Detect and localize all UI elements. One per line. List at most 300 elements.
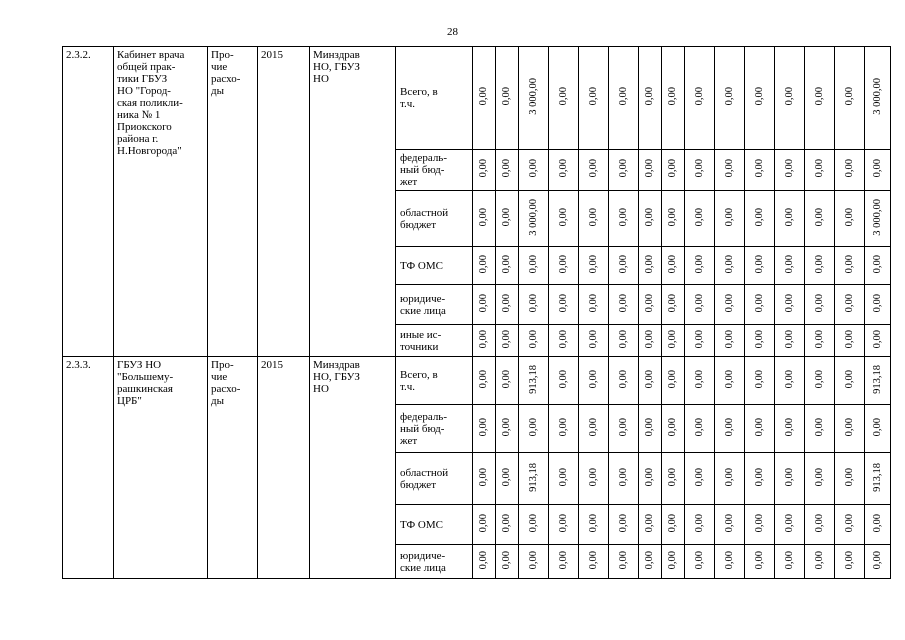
amount-value: 0,00 — [813, 369, 825, 389]
amount-cell — [662, 150, 685, 191]
amount-value: 0,00 — [843, 87, 855, 106]
amount-cell — [745, 150, 775, 191]
amount-cell — [662, 505, 685, 545]
amount-cell — [473, 545, 496, 579]
amount-cell — [715, 285, 745, 325]
amount-value: 0,00 — [753, 159, 765, 178]
funding-source-label: Всего, в т.ч. — [396, 357, 473, 405]
amount-value: 0,00 — [753, 369, 765, 389]
funding-source-label: ТФ ОМС — [396, 505, 473, 545]
amount-cell — [549, 150, 579, 191]
amount-value: 0,00 — [753, 513, 765, 533]
amount-value: 0,00 — [478, 550, 489, 570]
funding-source-label: федераль- ный бюд- жет — [396, 150, 473, 191]
amount-cell — [579, 47, 609, 150]
amount-cell — [865, 191, 891, 247]
amount-cell — [609, 150, 639, 191]
amount-value: 0,00 — [871, 159, 883, 178]
amount-value: 0,00 — [587, 87, 599, 106]
amount-value: 0,00 — [644, 159, 655, 178]
amount-value: 0,00 — [587, 159, 599, 178]
amount-value: 0,00 — [693, 207, 705, 227]
amount-cell — [609, 405, 639, 453]
amount-cell — [549, 453, 579, 505]
amount-value: 0,00 — [871, 293, 883, 313]
amount-value: 0,00 — [587, 329, 599, 349]
amount-value: 0,00 — [501, 513, 512, 533]
amount-value: 0,00 — [693, 550, 705, 570]
amount-value: 0,00 — [871, 254, 883, 274]
amount-cell — [496, 150, 519, 191]
amount-cell — [805, 325, 835, 357]
amount-value: 0,00 — [843, 550, 855, 570]
amount-cell — [745, 453, 775, 505]
amount-cell — [775, 505, 805, 545]
amount-cell — [745, 191, 775, 247]
amount-cell — [865, 150, 891, 191]
amount-cell — [549, 545, 579, 579]
amount-cell — [609, 191, 639, 247]
amount-value: 0,00 — [527, 417, 539, 437]
amount-cell — [745, 357, 775, 405]
amount-cell — [745, 405, 775, 453]
amount-value: 0,00 — [557, 207, 569, 227]
amount-value: 0,00 — [478, 254, 489, 274]
financing-table — [62, 46, 891, 579]
amount-cell — [609, 325, 639, 357]
amount-cell — [685, 505, 715, 545]
amount-cell — [745, 285, 775, 325]
amount-value: 0,00 — [501, 87, 512, 106]
amount-value: 0,00 — [587, 417, 599, 437]
item-code-cell: 2.3.2. — [63, 47, 114, 357]
amount-cell — [865, 405, 891, 453]
amount-cell — [519, 191, 549, 247]
amount-cell — [865, 285, 891, 325]
amount-value: 0,00 — [527, 293, 539, 313]
amount-value: 0,00 — [693, 369, 705, 389]
amount-value: 0,00 — [587, 369, 599, 389]
amount-value: 0,00 — [478, 329, 489, 349]
amount-cell — [609, 247, 639, 285]
amount-value: 0,00 — [557, 369, 569, 389]
amount-cell — [639, 47, 662, 150]
amount-value: 0,00 — [843, 207, 855, 227]
amount-cell — [805, 505, 835, 545]
amount-cell — [775, 453, 805, 505]
amount-value: 0,00 — [617, 513, 629, 533]
amount-cell — [549, 325, 579, 357]
amount-value: 0,00 — [557, 329, 569, 349]
amount-cell — [662, 47, 685, 150]
amount-value: 0,00 — [843, 329, 855, 349]
amount-value: 0,00 — [843, 417, 855, 437]
amount-cell — [496, 325, 519, 357]
amount-value: 0,00 — [478, 293, 489, 313]
amount-value: 0,00 — [527, 513, 539, 533]
amount-cell — [805, 405, 835, 453]
amount-cell — [865, 545, 891, 579]
amount-cell — [805, 247, 835, 285]
amount-cell — [609, 505, 639, 545]
amount-value: 0,00 — [644, 417, 655, 437]
amount-value: 0,00 — [783, 417, 795, 437]
amount-cell — [579, 405, 609, 453]
amount-value: 0,00 — [667, 513, 678, 533]
amount-cell — [775, 247, 805, 285]
amount-cell — [775, 47, 805, 150]
amount-value: 0,00 — [783, 550, 795, 570]
amount-cell — [685, 357, 715, 405]
amount-cell — [549, 247, 579, 285]
amount-value: 0,00 — [501, 467, 512, 487]
amount-value: 0,00 — [783, 329, 795, 349]
amount-value: 0,00 — [667, 467, 678, 487]
amount-cell — [639, 191, 662, 247]
amount-value: 0,00 — [527, 329, 539, 349]
amount-cell — [775, 545, 805, 579]
amount-value: 0,00 — [617, 329, 629, 349]
amount-cell — [662, 247, 685, 285]
amount-cell — [715, 453, 745, 505]
amount-value: 0,00 — [693, 293, 705, 313]
amount-cell — [579, 285, 609, 325]
amount-cell — [662, 357, 685, 405]
year-cell: 2015 — [258, 357, 310, 579]
amount-cell — [519, 453, 549, 505]
amount-cell — [685, 405, 715, 453]
funding-source-label: областной бюджет — [396, 453, 473, 505]
amount-value: 0,00 — [557, 550, 569, 570]
amount-cell — [609, 357, 639, 405]
amount-cell — [715, 405, 745, 453]
amount-value: 0,00 — [617, 207, 629, 227]
amount-cell — [639, 505, 662, 545]
amount-value: 0,00 — [753, 467, 765, 487]
amount-value: 0,00 — [723, 159, 735, 178]
amount-value: 0,00 — [667, 207, 678, 227]
amount-value: 0,00 — [557, 293, 569, 313]
amount-cell — [805, 285, 835, 325]
amount-value: 0,00 — [693, 87, 705, 106]
amount-value: 0,00 — [478, 467, 489, 487]
amount-value: 0,00 — [693, 254, 705, 274]
amount-cell — [549, 47, 579, 150]
amount-cell — [835, 405, 865, 453]
amount-value: 913,18 — [871, 462, 883, 492]
amount-value: 0,00 — [783, 513, 795, 533]
amount-value: 0,00 — [557, 467, 569, 487]
amount-value: 913,18 — [871, 364, 883, 394]
amount-cell — [715, 47, 745, 150]
amount-value: 3 000,00 — [871, 198, 883, 236]
amount-cell — [519, 285, 549, 325]
amount-cell — [715, 545, 745, 579]
amount-cell — [519, 47, 549, 150]
amount-cell — [496, 545, 519, 579]
amount-cell — [549, 405, 579, 453]
item-code-cell: 2.3.3. — [63, 357, 114, 579]
amount-value: 0,00 — [667, 417, 678, 437]
amount-cell — [639, 325, 662, 357]
amount-cell — [745, 325, 775, 357]
amount-cell — [685, 545, 715, 579]
amount-value: 0,00 — [783, 467, 795, 487]
amount-value: 0,00 — [753, 87, 765, 106]
amount-cell — [639, 357, 662, 405]
amount-value: 0,00 — [617, 87, 629, 106]
amount-cell — [579, 545, 609, 579]
amount-cell — [609, 285, 639, 325]
amount-value: 0,00 — [587, 467, 599, 487]
amount-value: 0,00 — [644, 254, 655, 274]
amount-value: 0,00 — [753, 293, 765, 313]
amount-cell — [715, 325, 745, 357]
amount-value: 0,00 — [617, 369, 629, 389]
amount-value: 0,00 — [813, 513, 825, 533]
amount-cell — [685, 453, 715, 505]
amount-value: 0,00 — [843, 513, 855, 533]
amount-value: 0,00 — [617, 550, 629, 570]
amount-cell — [519, 247, 549, 285]
amount-value: 0,00 — [557, 417, 569, 437]
amount-value: 0,00 — [667, 550, 678, 570]
expense-type-cell: Про- чие расхо- ды — [208, 357, 258, 579]
amount-value: 0,00 — [843, 369, 855, 389]
amount-cell — [579, 505, 609, 545]
amount-cell — [775, 325, 805, 357]
amount-value: 0,00 — [813, 159, 825, 178]
amount-cell — [473, 150, 496, 191]
amount-cell — [519, 325, 549, 357]
amount-cell — [805, 545, 835, 579]
amount-value: 0,00 — [557, 159, 569, 178]
amount-value: 0,00 — [501, 293, 512, 313]
amount-cell — [865, 247, 891, 285]
amount-cell — [835, 150, 865, 191]
amount-value: 0,00 — [527, 550, 539, 570]
amount-cell — [662, 405, 685, 453]
amount-cell — [473, 357, 496, 405]
amount-cell — [805, 357, 835, 405]
amount-value: 0,00 — [617, 293, 629, 313]
amount-value: 0,00 — [723, 417, 735, 437]
amount-value: 0,00 — [501, 254, 512, 274]
amount-value: 0,00 — [813, 293, 825, 313]
amount-value: 0,00 — [693, 467, 705, 487]
amount-cell — [639, 285, 662, 325]
amount-value: 0,00 — [587, 207, 599, 227]
amount-cell — [775, 357, 805, 405]
amount-cell — [835, 47, 865, 150]
amount-value: 0,00 — [783, 159, 795, 178]
amount-value: 913,18 — [527, 462, 539, 492]
amount-value: 0,00 — [723, 513, 735, 533]
amount-value: 0,00 — [813, 87, 825, 106]
funding-source-label: ТФ ОМС — [396, 247, 473, 285]
amount-value: 0,00 — [843, 254, 855, 274]
amount-cell — [805, 47, 835, 150]
amount-value: 0,00 — [644, 329, 655, 349]
amount-value: 0,00 — [527, 159, 539, 178]
amount-value: 0,00 — [587, 293, 599, 313]
amount-cell — [579, 325, 609, 357]
funding-source-label: федераль- ный бюд- жет — [396, 405, 473, 453]
amount-value: 0,00 — [644, 513, 655, 533]
amount-value: 3 000,00 — [527, 198, 539, 236]
amount-cell — [745, 545, 775, 579]
amount-value: 0,00 — [617, 159, 629, 178]
amount-value: 0,00 — [871, 513, 883, 533]
amount-cell — [835, 191, 865, 247]
amount-cell — [662, 325, 685, 357]
amount-cell — [496, 285, 519, 325]
expense-type-cell: Про- чие расхо- ды — [208, 47, 258, 357]
amount-cell — [865, 505, 891, 545]
amount-value: 0,00 — [617, 417, 629, 437]
page-number: 28 — [447, 26, 458, 38]
amount-value: 0,00 — [644, 293, 655, 313]
amount-cell — [715, 357, 745, 405]
table-row — [63, 357, 891, 405]
amount-value: 0,00 — [644, 207, 655, 227]
amount-cell — [609, 453, 639, 505]
amount-value: 0,00 — [723, 254, 735, 274]
amount-cell — [549, 505, 579, 545]
amount-cell — [805, 453, 835, 505]
amount-value: 0,00 — [723, 207, 735, 227]
year-cell: 2015 — [258, 47, 310, 357]
amount-value: 0,00 — [478, 417, 489, 437]
amount-cell — [865, 47, 891, 150]
amount-cell — [579, 247, 609, 285]
amount-cell — [473, 247, 496, 285]
amount-cell — [715, 191, 745, 247]
amount-cell — [519, 545, 549, 579]
amount-cell — [519, 505, 549, 545]
amount-cell — [579, 191, 609, 247]
amount-cell — [685, 285, 715, 325]
amount-cell — [745, 247, 775, 285]
amount-cell — [685, 47, 715, 150]
amount-value: 0,00 — [644, 87, 655, 106]
amount-value: 0,00 — [557, 87, 569, 106]
amount-cell — [609, 545, 639, 579]
amount-value: 0,00 — [813, 417, 825, 437]
amount-cell — [473, 405, 496, 453]
amount-value: 0,00 — [813, 550, 825, 570]
amount-value: 0,00 — [753, 550, 765, 570]
amount-cell — [835, 325, 865, 357]
amount-value: 0,00 — [478, 207, 489, 227]
executor-cell: Минздрав НО, ГБУЗ НО — [310, 47, 396, 357]
amount-cell — [473, 47, 496, 150]
amount-value: 0,00 — [617, 254, 629, 274]
amount-value: 0,00 — [723, 293, 735, 313]
amount-value: 0,00 — [501, 550, 512, 570]
amount-cell — [496, 191, 519, 247]
item-name-cell: Кабинет врача общей прак- тики ГБУЗ НО "Город- ская поликли- ника № 1 Приокского района г. Н.Новгорода" — [114, 47, 208, 357]
amount-cell — [835, 505, 865, 545]
amount-value: 0,00 — [693, 329, 705, 349]
amount-cell — [835, 357, 865, 405]
amount-cell — [865, 453, 891, 505]
amount-value: 0,00 — [644, 369, 655, 389]
amount-cell — [496, 357, 519, 405]
amount-cell — [549, 285, 579, 325]
amount-cell — [579, 453, 609, 505]
amount-value: 0,00 — [723, 87, 735, 106]
amount-value: 3 000,00 — [871, 78, 883, 115]
funding-source-label: областной бюджет — [396, 191, 473, 247]
amount-cell — [805, 150, 835, 191]
amount-value: 0,00 — [813, 467, 825, 487]
amount-value: 0,00 — [871, 329, 883, 349]
amount-cell — [685, 247, 715, 285]
amount-cell — [473, 325, 496, 357]
amount-cell — [549, 191, 579, 247]
amount-cell — [775, 285, 805, 325]
amount-value: 913,18 — [527, 364, 539, 394]
amount-cell — [473, 191, 496, 247]
amount-cell — [835, 247, 865, 285]
amount-cell — [579, 357, 609, 405]
amount-cell — [685, 191, 715, 247]
amount-cell — [662, 453, 685, 505]
amount-value: 0,00 — [813, 207, 825, 227]
amount-value: 0,00 — [843, 293, 855, 313]
amount-value: 0,00 — [723, 369, 735, 389]
amount-value: 0,00 — [478, 159, 489, 178]
funding-source-label: юридиче- ские лица — [396, 285, 473, 325]
amount-value: 0,00 — [871, 417, 883, 437]
amount-cell — [639, 405, 662, 453]
amount-value: 0,00 — [783, 369, 795, 389]
amount-cell — [639, 247, 662, 285]
amount-value: 0,00 — [723, 550, 735, 570]
amount-value: 0,00 — [644, 467, 655, 487]
amount-cell — [775, 150, 805, 191]
amount-value: 0,00 — [783, 293, 795, 313]
amount-cell — [685, 150, 715, 191]
amount-cell — [519, 150, 549, 191]
amount-cell — [662, 191, 685, 247]
amount-cell — [805, 191, 835, 247]
executor-cell: Минздрав НО, ГБУЗ НО — [310, 357, 396, 579]
amount-value: 0,00 — [667, 369, 678, 389]
amount-cell — [549, 357, 579, 405]
amount-value: 0,00 — [693, 513, 705, 533]
amount-value: 0,00 — [783, 254, 795, 274]
amount-cell — [519, 357, 549, 405]
amount-cell — [835, 453, 865, 505]
amount-value: 0,00 — [501, 329, 512, 349]
amount-cell — [715, 150, 745, 191]
amount-cell — [662, 285, 685, 325]
amount-value: 0,00 — [693, 159, 705, 178]
amount-value: 0,00 — [587, 254, 599, 274]
amount-value: 0,00 — [557, 254, 569, 274]
amount-value: 0,00 — [753, 254, 765, 274]
amount-cell — [519, 405, 549, 453]
amount-cell — [775, 191, 805, 247]
amount-value: 0,00 — [501, 159, 512, 178]
amount-cell — [496, 505, 519, 545]
funding-source-label: Всего, в т.ч. — [396, 47, 473, 150]
amount-value: 0,00 — [783, 207, 795, 227]
amount-value: 0,00 — [753, 417, 765, 437]
amount-cell — [835, 545, 865, 579]
